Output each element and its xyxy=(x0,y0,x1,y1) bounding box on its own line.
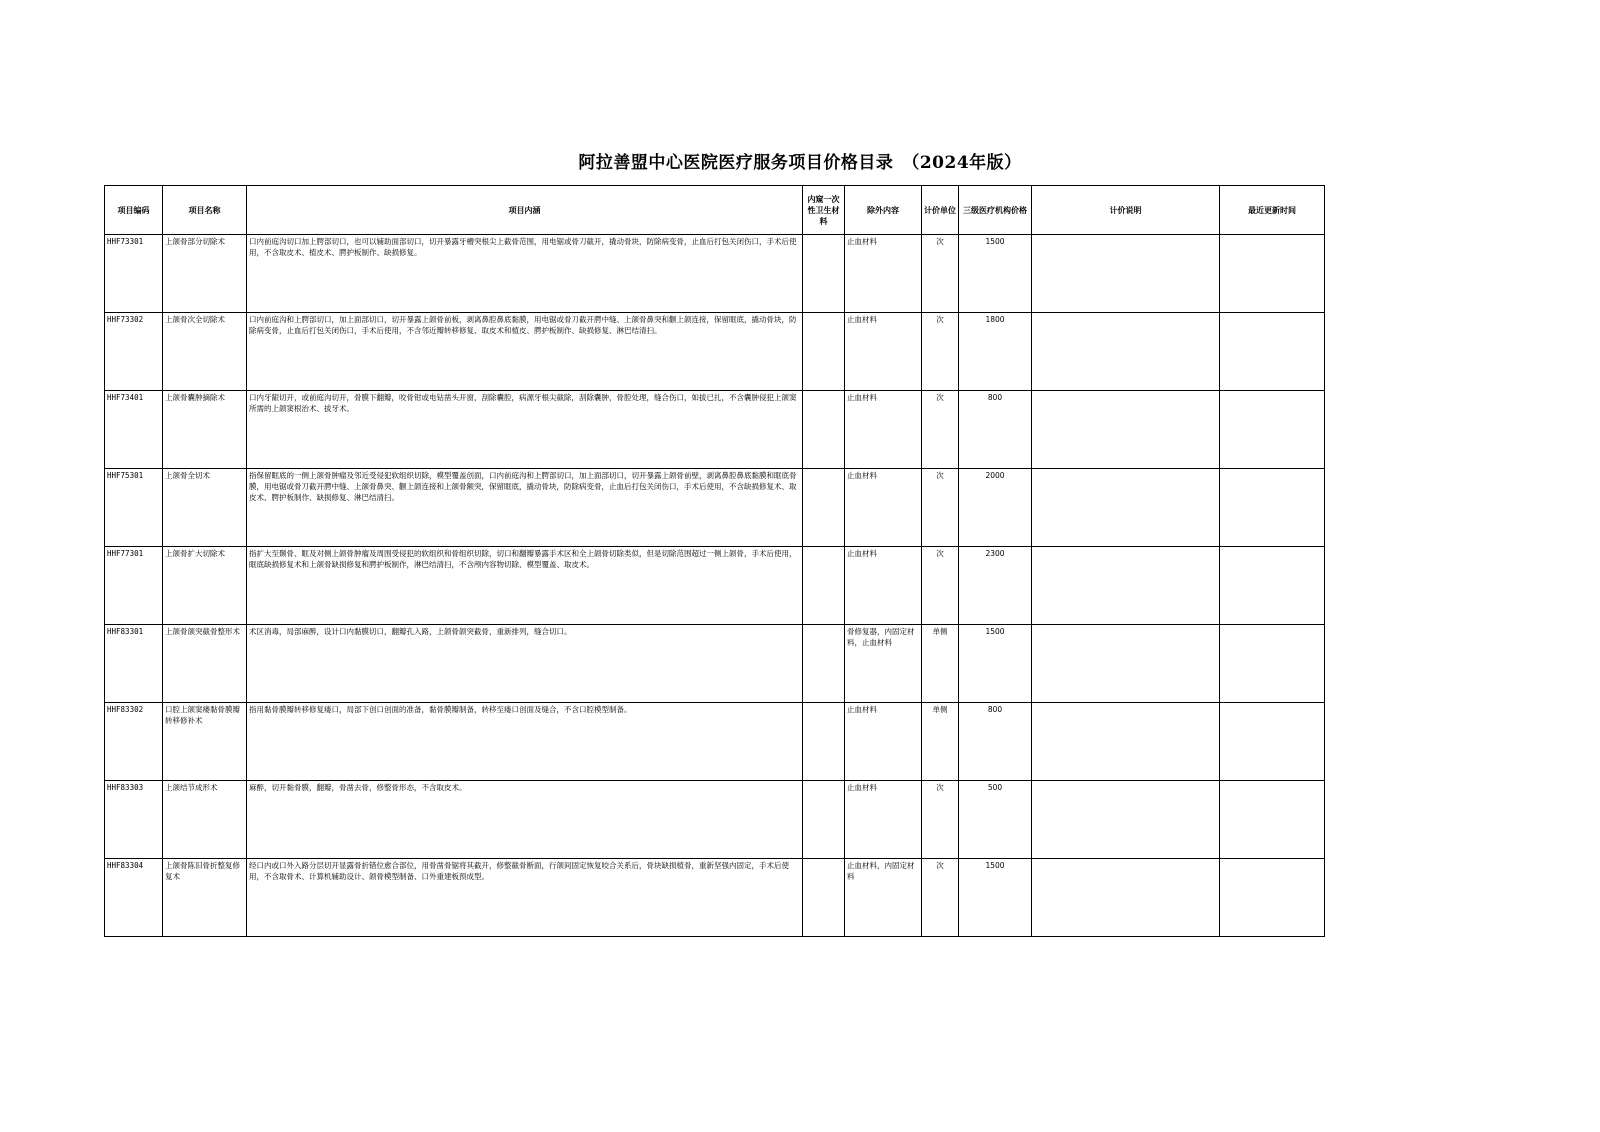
cell-updated xyxy=(1220,547,1325,625)
cell-price: 2300 xyxy=(959,547,1032,625)
table-row xyxy=(105,469,1325,547)
cell-content: 术区消毒，局部麻醉，设计口内黏膜切口，翻瓣孔入路，上颌骨颌突截骨，重新排列，缝合切口。 xyxy=(247,625,803,703)
table-body xyxy=(105,235,1325,937)
cell-updated xyxy=(1220,469,1325,547)
cell-consumable xyxy=(803,859,845,937)
cell-consumable xyxy=(803,391,845,469)
cell-note xyxy=(1032,469,1220,547)
cell-note xyxy=(1032,391,1220,469)
cell-updated xyxy=(1220,781,1325,859)
header-price: 三级医疗机构价格 xyxy=(959,186,1032,235)
cell-code: HHF73302 xyxy=(105,313,163,391)
cell-unit: 次 xyxy=(922,391,959,469)
cell-name: 上颌骨全切术 xyxy=(163,469,247,547)
cell-content: 麻醉，切开黏骨膜，翻瓣，骨凿去骨，修整骨形态，不含取皮术。 xyxy=(247,781,803,859)
cell-updated xyxy=(1220,235,1325,313)
cell-content: 口内前庭沟切口加上腭部切口，也可以辅助面部切口，切开暴露牙槽突根尖上截骨范围，用电锯或骨刀截开，撬动骨块，防除病变骨，止血后打包关闭伤口，手术后使用，不含取皮术、植皮术、腭护板制作、缺损修复。 xyxy=(247,235,803,313)
cell-updated xyxy=(1220,703,1325,781)
cell-price: 1500 xyxy=(959,625,1032,703)
cell-unit: 次 xyxy=(922,781,959,859)
cell-note xyxy=(1032,625,1220,703)
cell-name: 上颌骨颌突截骨整形术 xyxy=(163,625,247,703)
table-header-row xyxy=(105,186,1325,235)
cell-consumable xyxy=(803,547,845,625)
cell-excluded: 止血材料 xyxy=(845,235,922,313)
cell-updated xyxy=(1220,391,1325,469)
header-code: 项目编码 xyxy=(105,186,163,235)
cell-code: HHF83303 xyxy=(105,781,163,859)
cell-unit: 次 xyxy=(922,235,959,313)
cell-price: 800 xyxy=(959,391,1032,469)
header-updated: 最近更新时间 xyxy=(1220,186,1325,235)
cell-code: HHF73401 xyxy=(105,391,163,469)
price-catalog-table xyxy=(104,185,1325,937)
cell-updated xyxy=(1220,313,1325,391)
cell-excluded: 止血材料 xyxy=(845,469,922,547)
cell-consumable xyxy=(803,625,845,703)
cell-code: HHF83301 xyxy=(105,625,163,703)
table-row xyxy=(105,313,1325,391)
cell-excluded: 骨修复器，内固定材料，止血材料 xyxy=(845,625,922,703)
cell-note xyxy=(1032,859,1220,937)
cell-content: 口内前庭沟和上腭部切口，加上面部切口，切开暴露上颌骨前板，剥离鼻腔鼻底黏膜，用电锯或骨刀截开腭中缝、上颌骨鼻突和颧上颌连接，保留眶底，撬动骨块，防除病变骨，止血后打包关闭伤口，手术后使用，不含邻近瓣转移修复、取皮术和植皮、腭护板制作、缺损修复、淋巴结清扫。 xyxy=(247,313,803,391)
header-note: 计价说明 xyxy=(1032,186,1220,235)
cell-name: 上颌骨陈旧骨折整复修复术 xyxy=(163,859,247,937)
cell-name: 上颌骨次全切除术 xyxy=(163,313,247,391)
cell-excluded: 止血材料 xyxy=(845,703,922,781)
cell-price: 500 xyxy=(959,781,1032,859)
header-content: 项目内涵 xyxy=(247,186,803,235)
cell-consumable xyxy=(803,235,845,313)
cell-content: 指用黏骨膜瓣转移修复瘘口，局部下创口创面的准备，黏骨膜瓣制备，转移至瘘口创面及缝合，不含口腔模型制备。 xyxy=(247,703,803,781)
cell-consumable xyxy=(803,703,845,781)
table-row xyxy=(105,391,1325,469)
cell-excluded: 止血材料 xyxy=(845,391,922,469)
cell-name: 上颌结节成形术 xyxy=(163,781,247,859)
cell-unit: 次 xyxy=(922,469,959,547)
cell-consumable xyxy=(803,781,845,859)
table-row xyxy=(105,703,1325,781)
cell-code: HHF83302 xyxy=(105,703,163,781)
header-excluded: 除外内容 xyxy=(845,186,922,235)
cell-unit: 单侧 xyxy=(922,625,959,703)
cell-consumable xyxy=(803,469,845,547)
cell-excluded: 止血材料 xyxy=(845,781,922,859)
cell-code: HHF73301 xyxy=(105,235,163,313)
table-row xyxy=(105,547,1325,625)
cell-unit: 次 xyxy=(922,859,959,937)
cell-price: 1500 xyxy=(959,235,1032,313)
cell-consumable xyxy=(803,313,845,391)
cell-code: HHF83304 xyxy=(105,859,163,937)
cell-unit: 次 xyxy=(922,547,959,625)
cell-note xyxy=(1032,703,1220,781)
page-title: 阿拉善盟中心医院医疗服务项目价格目录 （2024年版） xyxy=(578,153,1022,173)
header-consumable: 内窥一次性卫生材料 xyxy=(803,186,845,235)
header-name: 项目名称 xyxy=(163,186,247,235)
cell-unit: 次 xyxy=(922,313,959,391)
cell-price: 2000 xyxy=(959,469,1032,547)
cell-unit: 单侧 xyxy=(922,703,959,781)
table-row xyxy=(105,625,1325,703)
cell-excluded: 止血材料 xyxy=(845,313,922,391)
table-row xyxy=(105,235,1325,313)
cell-content: 经口内或口外入路分层切开显露骨折错位愈合部位，用骨凿骨锯将其截开，修整截骨断面，行颌间固定恢复咬合关系后，骨块缺损植骨，重新坚强内固定，手术后使用，不含取骨术、计算机辅助设计、颌骨模型制备、口外重建板预成型。 xyxy=(247,859,803,937)
cell-updated xyxy=(1220,625,1325,703)
cell-name: 上颌骨扩大切除术 xyxy=(163,547,247,625)
cell-name: 口腔上颌窦痿黏骨膜瓣转移修补术 xyxy=(163,703,247,781)
cell-content: 指扩大至颞骨、眶及对侧上颌骨肿瘤及周围受侵犯的软组织和骨组织切除，切口和翻瓣暴露手术区和全上颌骨切除类似，但是切除范围超过一侧上颌骨，手术后使用，眶底缺损修复术和上颌骨缺损修复和腭护板制作，淋巴结清扫，不含颅内容物切除、模型覆盖、取皮术。 xyxy=(247,547,803,625)
cell-content: 口内牙龈切开，或前庭沟切开，骨膜下翻瓣，咬骨钳或电钻凿头开窗，刮除囊腔，病源牙根尖截除，刮除囊肿，骨腔处理，缝合伤口，如拔已扎，不含囊肿侵犯上颌窦所需的上颌窦根治术、拔牙术。 xyxy=(247,391,803,469)
cell-excluded: 止血材料，内固定材料 xyxy=(845,859,922,937)
cell-price: 1500 xyxy=(959,859,1032,937)
table-row xyxy=(105,781,1325,859)
cell-note xyxy=(1032,313,1220,391)
cell-excluded: 止血材料 xyxy=(845,547,922,625)
cell-code: HHF75301 xyxy=(105,469,163,547)
cell-price: 800 xyxy=(959,703,1032,781)
cell-name: 上颌骨部分切除术 xyxy=(163,235,247,313)
cell-note xyxy=(1032,547,1220,625)
header-unit: 计价单位 xyxy=(922,186,959,235)
cell-name: 上颌骨囊肿摘除术 xyxy=(163,391,247,469)
cell-updated xyxy=(1220,859,1325,937)
cell-note xyxy=(1032,781,1220,859)
cell-code: HHF77301 xyxy=(105,547,163,625)
cell-price: 1800 xyxy=(959,313,1032,391)
cell-note xyxy=(1032,235,1220,313)
cell-content: 指保留眶底的一侧上颌骨肿瘤及邻近受侵犯软组织切除，模型覆盖创面，口内前庭沟和上腭部切口，加上面部切口，切开暴露上颌骨前壁，剥离鼻腔鼻底黏膜和眶底骨膜，用电锯或骨刀截开腭中缝、上颌骨鼻突、颧上颌连接和上颌骨额突，保留眶底，撬动骨块，防除病变骨，止血后打包关闭伤口，手术后使用，不含缺损修复术、取皮术、腭护板制作、缺损修复、淋巴结清扫。 xyxy=(247,469,803,547)
table-row xyxy=(105,859,1325,937)
